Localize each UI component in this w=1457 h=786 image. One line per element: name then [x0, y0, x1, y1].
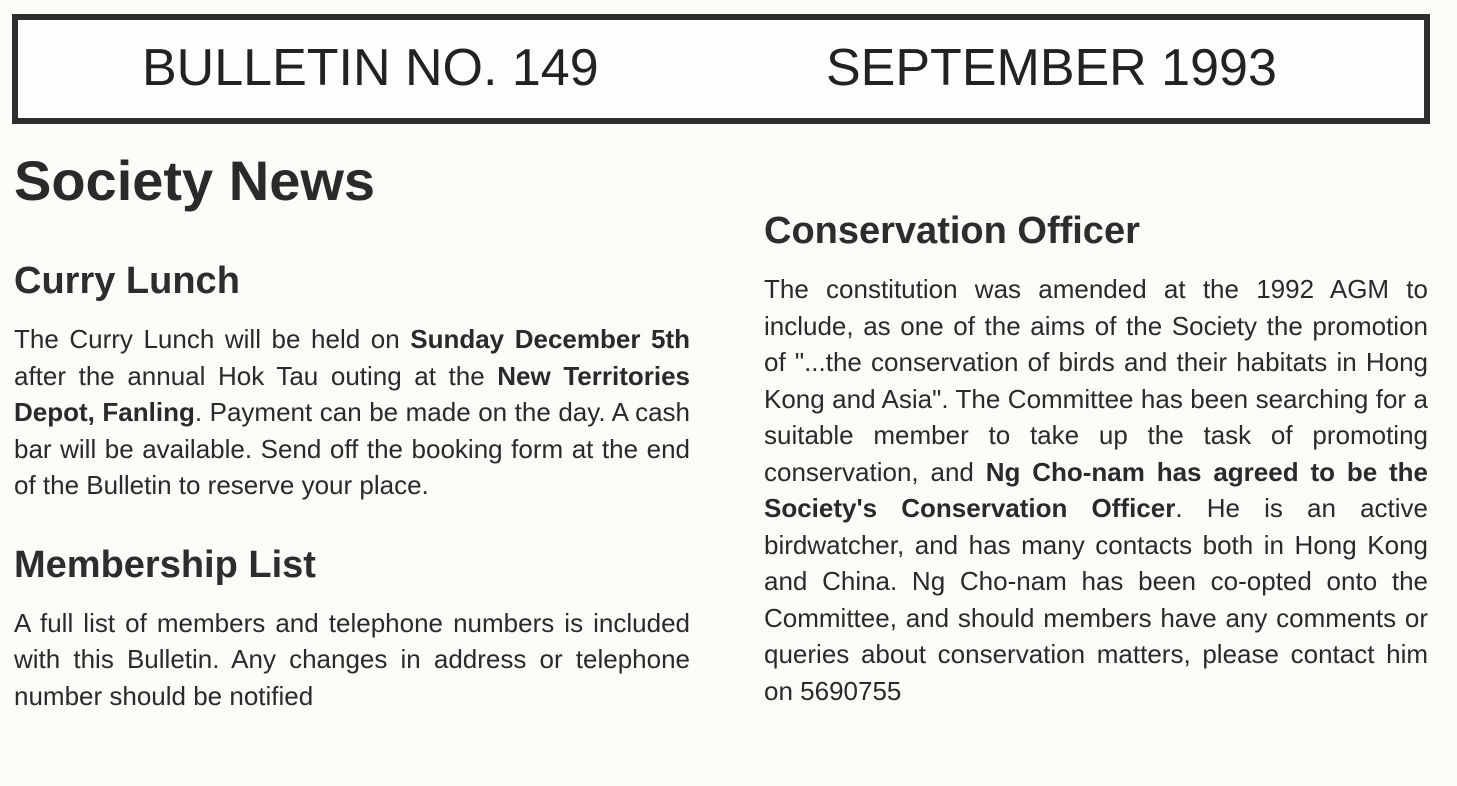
- section-heading-membership-list: Membership List: [14, 543, 316, 586]
- section-heading-curry-lunch: Curry Lunch: [14, 260, 240, 302]
- bulletin-number: BULLETIN NO. 149: [142, 39, 599, 97]
- section-conservation-officer: [764, 210, 1428, 709]
- section-membership-list: [14, 544, 690, 715]
- page-title: Society News: [14, 149, 376, 212]
- bulletin-masthead: [12, 14, 1430, 124]
- curry-lunch-text-2: after the annual Hok Tau outing at the: [14, 360, 498, 391]
- section-curry-lunch: [14, 260, 690, 504]
- curry-lunch-body: [14, 321, 690, 504]
- bulletin-date: SEPTEMBER 1993: [826, 39, 1277, 97]
- curry-lunch-text-3: . Payment can be made on the day. A cash bar will be available. Send off the booking form at the end of the Bulletin to reserve your place.: [14, 397, 691, 500]
- curry-lunch-date: Sunday December 5th: [410, 324, 690, 354]
- right-column: [764, 210, 1428, 709]
- conservation-text-1: The constitution was amended at the 1992 AGM to include, as one of the aims of the Society the promotion of "...the conservation of birds and their habitats in Hong Kong and Asia". The Committee has been searching for a suitable member to take up the task of promoting conservation, and: [764, 274, 1428, 487]
- curry-lunch-venue: New Territories Depot, Fanling: [14, 360, 690, 427]
- section-heading-conservation-officer: Conservation Officer: [764, 210, 1140, 252]
- left-column: [14, 260, 690, 714]
- conservation-officer-appointment: Ng Cho-nam has agreed to be the Society's Conservation Officer: [764, 456, 1428, 523]
- curry-lunch-text-1: The Curry Lunch will be held on: [14, 324, 411, 354]
- conservation-officer-body: [764, 271, 1428, 709]
- membership-list-body: A full list of members and telephone numbers is included with this Bulletin. Any changes in address or telephone number should be notified: [14, 607, 690, 711]
- conservation-text-2: . He is an active birdwatcher, and has many contacts both in Hong Kong and China. Ng Cho-nam has been co-opted onto the Committee, and should members have any comments or queries about conservation matters, please contact him on 5690755: [764, 493, 1428, 706]
